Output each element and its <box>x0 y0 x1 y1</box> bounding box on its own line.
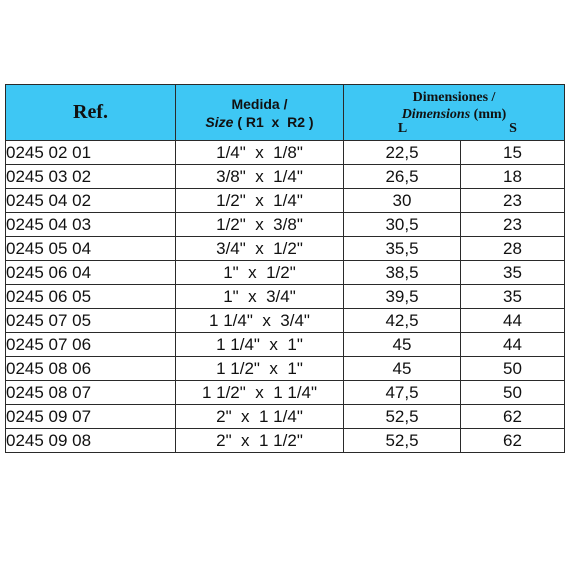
table-row <box>6 405 565 429</box>
ref-cell: 0245 08 07 <box>6 381 176 405</box>
dimensions-table <box>5 84 565 453</box>
header-dimensiones-label: Dimensiones / <box>412 90 496 105</box>
size-cell: 1 1/2" x 1" <box>176 357 344 381</box>
ref-cell: 0245 04 02 <box>6 189 176 213</box>
table-row <box>6 189 565 213</box>
length-cell: 30 <box>344 189 461 213</box>
header-col-s: S <box>509 121 517 136</box>
ref-cell: 0245 07 06 <box>6 333 176 357</box>
ref-cell: 0245 06 04 <box>6 261 176 285</box>
ref-cell: 0245 09 08 <box>6 429 176 453</box>
length-cell: 52,5 <box>344 429 461 453</box>
table-body <box>6 141 565 453</box>
header-dimensions-italic: Dimensions <box>401 107 471 122</box>
s-cell: 35 <box>461 285 565 309</box>
table-row <box>6 429 565 453</box>
table-row <box>6 141 565 165</box>
length-cell: 52,5 <box>344 405 461 429</box>
s-cell: 62 <box>461 405 565 429</box>
ref-cell: 0245 08 06 <box>6 357 176 381</box>
table-row <box>6 213 565 237</box>
size-cell: 1" x 1/2" <box>176 261 344 285</box>
table-row <box>6 357 565 381</box>
size-cell: 1 1/2" x 1 1/4" <box>176 381 344 405</box>
table-row <box>6 285 565 309</box>
table-row <box>6 333 565 357</box>
s-cell: 15 <box>461 141 565 165</box>
length-cell: 35,5 <box>344 237 461 261</box>
ref-cell: 0245 03 02 <box>6 165 176 189</box>
header-ref <box>6 85 176 141</box>
size-cell: 1" x 3/4" <box>176 285 344 309</box>
size-cell: 1 1/4" x 1" <box>176 333 344 357</box>
header-size-line <box>176 113 343 131</box>
s-cell: 50 <box>461 381 565 405</box>
table-row <box>6 381 565 405</box>
header-size-italic: Size <box>205 113 234 130</box>
s-cell: 18 <box>461 165 565 189</box>
ref-cell: 0245 07 05 <box>6 309 176 333</box>
s-cell: 23 <box>461 213 565 237</box>
table-row <box>6 261 565 285</box>
header-dimensions-unit: (mm) <box>470 107 507 122</box>
header-dimensions-title <box>344 89 564 123</box>
ref-cell: 0245 06 05 <box>6 285 176 309</box>
length-cell: 26,5 <box>344 165 461 189</box>
header-size-rest: ( R1 x R2 ) <box>233 113 314 130</box>
table-header-row <box>6 85 565 141</box>
size-cell: 3/8" x 1/4" <box>176 165 344 189</box>
table-row <box>6 237 565 261</box>
s-cell: 35 <box>461 261 565 285</box>
length-cell: 47,5 <box>344 381 461 405</box>
ref-cell: 0245 02 01 <box>6 141 176 165</box>
size-cell: 1/2" x 1/4" <box>176 189 344 213</box>
s-cell: 50 <box>461 357 565 381</box>
length-cell: 30,5 <box>344 213 461 237</box>
header-size <box>176 85 344 141</box>
size-cell: 1 1/4" x 3/4" <box>176 309 344 333</box>
size-cell: 3/4" x 1/2" <box>176 237 344 261</box>
s-cell: 23 <box>461 189 565 213</box>
header-col-l: L <box>397 121 408 136</box>
s-cell: 44 <box>461 333 565 357</box>
size-cell: 1/4" x 1/8" <box>176 141 344 165</box>
header-medida-label: Medida / <box>231 95 288 112</box>
length-cell: 39,5 <box>344 285 461 309</box>
s-cell: 62 <box>461 429 565 453</box>
size-cell: 2" x 1 1/4" <box>176 405 344 429</box>
size-cell: 2" x 1 1/2" <box>176 429 344 453</box>
table-row <box>6 309 565 333</box>
size-cell: 1/2" x 3/8" <box>176 213 344 237</box>
header-dimensions <box>344 85 565 141</box>
length-cell: 42,5 <box>344 309 461 333</box>
ref-cell: 0245 05 04 <box>6 237 176 261</box>
length-cell: 45 <box>344 357 461 381</box>
ref-cell: 0245 04 03 <box>6 213 176 237</box>
header-ref-label: Ref. <box>73 101 108 123</box>
ref-cell: 0245 09 07 <box>6 405 176 429</box>
length-cell: 45 <box>344 333 461 357</box>
table-row <box>6 165 565 189</box>
length-cell: 22,5 <box>344 141 461 165</box>
length-cell: 38,5 <box>344 261 461 285</box>
s-cell: 28 <box>461 237 565 261</box>
s-cell: 44 <box>461 309 565 333</box>
